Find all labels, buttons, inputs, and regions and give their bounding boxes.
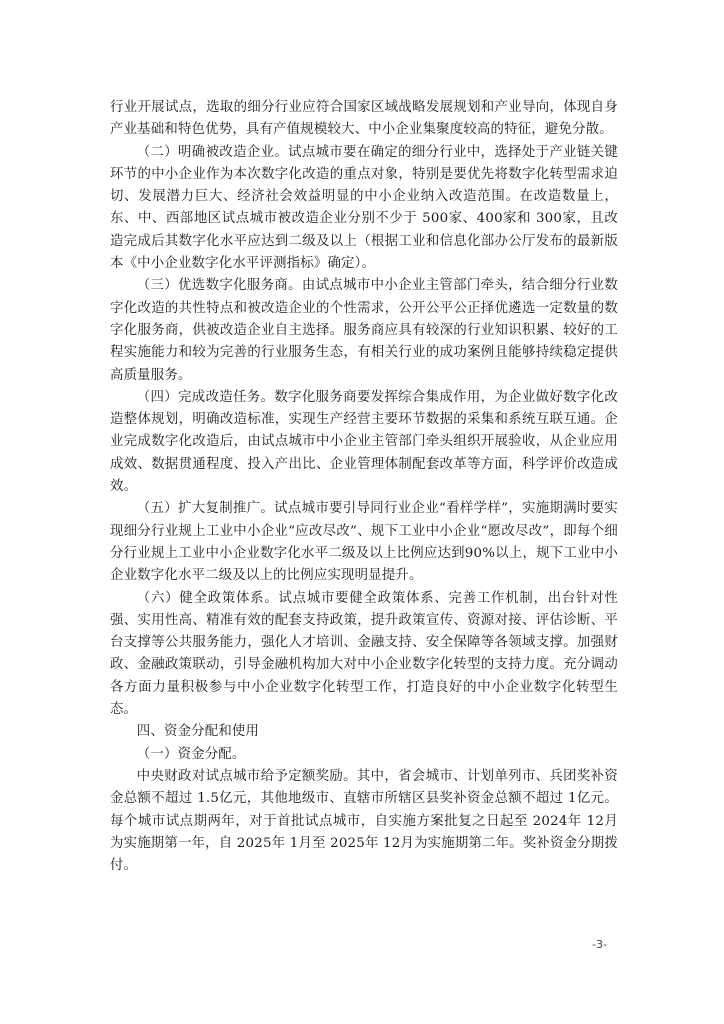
page-number: -3- bbox=[592, 938, 607, 951]
paragraph-central-finance-reward: 中央财政对试点城市给予定额奖励。其中，省会城市、计划单列市、兵团奖补资金总额不超过 1.5亿元，其他地级市、直辖市所辖区县奖补资金总额不超过 1亿元。每个城市试点期两年，对于首批试点城市，自实施方案批复之日起至 2024年 12月为实施期第一年，自 2025年 1月至 2025年 12月为实施期第二年。奖补资金分期拨付。 bbox=[110, 768, 618, 874]
subsection-heading-fund-distribution: （一）资金分配。 bbox=[136, 746, 246, 762]
document-body bbox=[110, 97, 618, 877]
paragraph-policy-system: （六）健全政策体系。试点城市要健全政策体系、完善工作机制，出台针对性强、实用性高、精准有效的配套支持政策，提升政策宣传、资源对接、评估诊断、平台支撑等公共服务能力，强化人才培训、金融支持、安全保障等各领域支撑。加强财政、金融政策联动，引导金融机构加大对中小企业数字化转型的支持力度。充分调动各方面力量积极参与中小企业数字化转型工作，打造良好的中小企业数字化转型生态。 bbox=[110, 590, 618, 718]
section-heading-fund-allocation: 四、资金分配和使用 bbox=[136, 724, 260, 740]
paragraph-clarify-enterprises: （二）明确被改造企业。试点城市要在确定的细分行业中，选择处于产业链关键环节的中小企业作为本次数字化改造的重点对象，特别是要优先将数字化转型需求迫切、发展潜力巨大、经济社会效益明显的中小企业纳入改造范围。在改造数量上，东、中、西部地区试点城市被改造企业分别不少于 500家、400家和 300家，且改造完成后其数字化水平应达到二级及以上（根据工业和信息化部办公厅发布的最新版本《中小企业数字化水平评测指标》确定）。 bbox=[110, 144, 618, 272]
paragraph-industry-selection-continued: 行业开展试点，选取的细分行业应符合国家区域战略发展规划和产业导向，体现自身产业基础和特色优势，具有产值规模较大、中小企业集聚度较高的特征，避免分散。 bbox=[110, 100, 618, 138]
paragraph-complete-transformation: （四）完成改造任务。数字化服务商要发挥综合集成作用，为企业做好数字化改造整体规划，明确改造标准，实现生产经营主要环节数据的采集和系统互联互通。企业完成数字化改造后，由试点城市中小企业主管部门牵头组织开展验收，从企业应用成效、数据贯通程度、投入产出比、企业管理体制配套改革等方面，科学评价改造成效。 bbox=[110, 389, 618, 495]
paragraph-select-service-providers: （三）优选数字化服务商。由试点城市中小企业主管部门牵头，结合细分行业数字化改造的共性特点和被改造企业的个性需求，公开公平公正择优遴选一定数量的数字化服务商，供被改造企业自主选择。服务商应具有较深的行业知识积累、较好的工程实施能力和较为完善的行业服务生态，有相关行业的成功案例且能够持续稳定提供高质量服务。 bbox=[110, 278, 618, 383]
paragraph-expand-replication: （五）扩大复制推广。试点城市要引导同行业企业“看样学样”，实施期满时要实现细分行业规上工业中小企业“应改尽改”、规下工业中小企业“愿改尽改”，即每个细分行业规上工业中小企业数字化水平二级及以上比例应达到90%以上，规下工业中小企业数字化水平二级及以上的比例应实现明显提升。 bbox=[110, 501, 618, 584]
